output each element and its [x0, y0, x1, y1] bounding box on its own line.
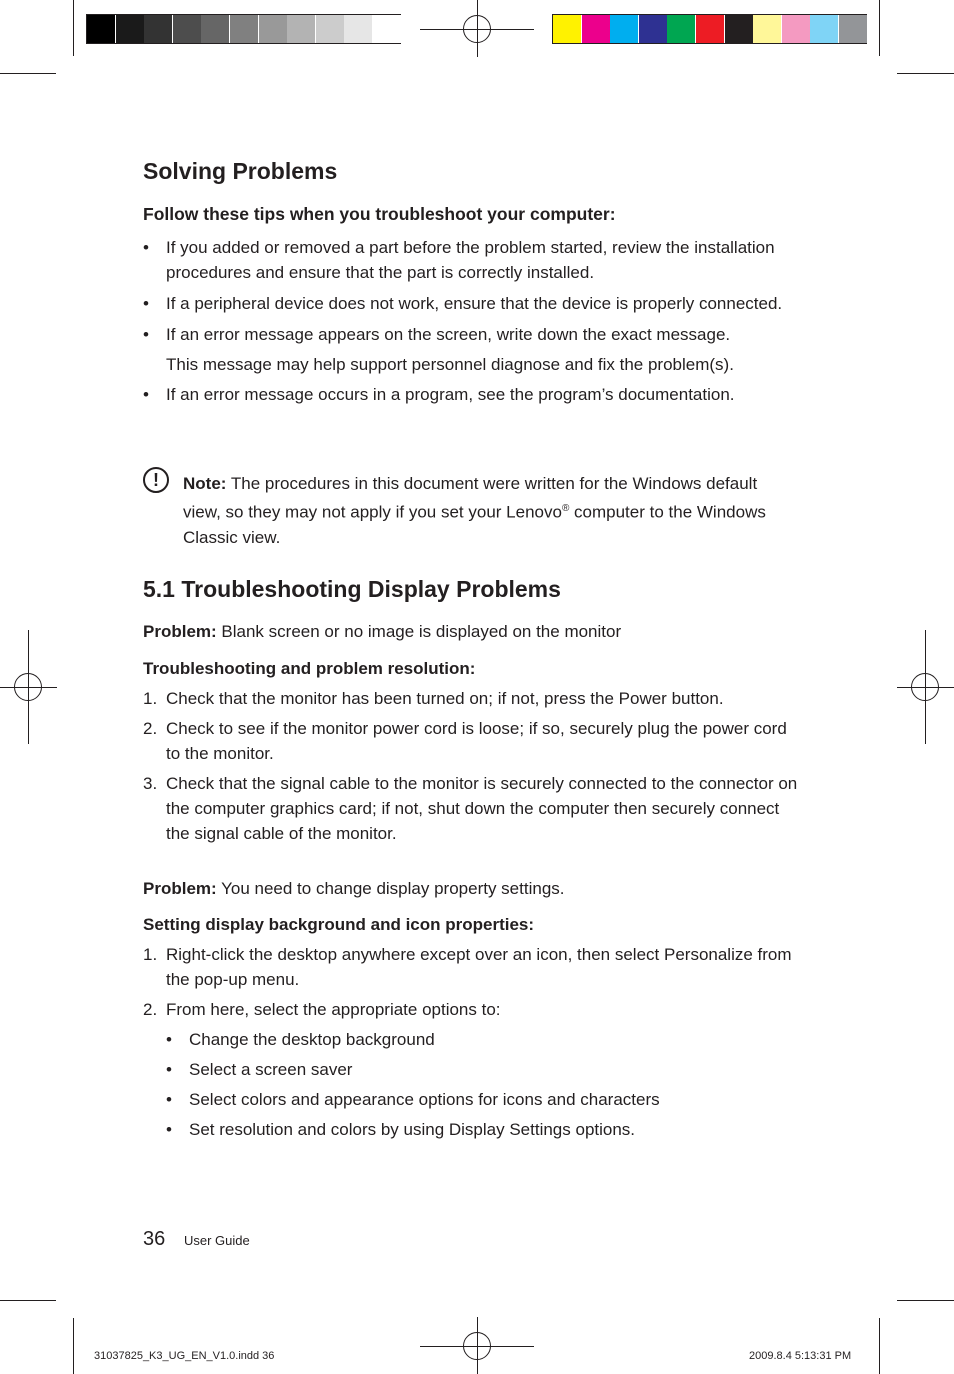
- list-item: • Select a screen saver: [166, 1060, 353, 1079]
- tips-heading: Follow these tips when you troubleshoot your computer:: [143, 204, 616, 224]
- color-swatch: [144, 15, 172, 43]
- color-swatch: [116, 15, 144, 43]
- list-item: 1. Check that the monitor has been turned on; if not, press the Power button.: [143, 689, 724, 708]
- list-item: 3. Check that the signal cable to the monitor is securely connected to the connector on the computer graphics card; if not, shut down the computer then securely connect the signal cable of the monitor.: [143, 774, 798, 843]
- problem-1: Problem: Blank screen or no image is displayed on the monitor: [143, 622, 622, 641]
- section-title: 5.1 Troubleshooting Display Problems: [143, 576, 561, 602]
- list-item: • If you added or removed a part before the problem started, review the installation procedures and ensure that the part is correctly installed.: [143, 238, 775, 282]
- slug-date: 2009.8.4 5:13:31 PM: [749, 1350, 852, 1362]
- page-number: 36: [143, 1228, 166, 1250]
- resolution-heading-2: Setting display background and icon properties:: [143, 915, 535, 934]
- color-swatch: [610, 15, 638, 43]
- color-swatch: [725, 15, 753, 43]
- color-swatch: [667, 15, 695, 43]
- list-item: • If a peripheral device does not work, ensure that the device is properly connected.: [143, 294, 783, 313]
- color-swatch: [753, 15, 781, 43]
- color-swatch: [230, 15, 258, 43]
- exclamation-icon: !: [143, 467, 169, 493]
- resolution-steps-1: [143, 686, 803, 851]
- page-title: Solving Problems: [143, 158, 338, 184]
- color-swatch: [639, 15, 667, 43]
- color-swatch: [173, 15, 201, 43]
- note-label: Note:: [183, 474, 227, 493]
- list-item: • If an error message appears on the screen, write down the exact message.: [143, 325, 731, 344]
- note-text: Note: The procedures in this document were written for the Windows default view, so they may not apply if you set your Lenovo® computer to the Windows Classic view.: [183, 474, 766, 547]
- color-swatch: [316, 15, 344, 43]
- problem-2: Problem: You need to change display property settings.: [143, 879, 565, 898]
- color-swatch: [287, 15, 315, 43]
- color-swatch: [839, 15, 867, 43]
- options-list: [166, 1027, 803, 1142]
- color-swatch: [87, 15, 115, 43]
- color-swatch: [259, 15, 287, 43]
- color-swatch: [782, 15, 810, 43]
- color-swatch: [810, 15, 838, 43]
- color-swatch: [696, 15, 724, 43]
- list-item: • If an error message occurs in a program, see the program’s documentation.: [143, 385, 735, 404]
- tips-list: [143, 235, 803, 407]
- color-swatch: [553, 15, 581, 43]
- resolution-steps-2: [143, 942, 803, 1147]
- registered-mark: ®: [561, 503, 570, 514]
- list-item: 2. Check to see if the monitor power cord is loose; if so, securely plug the power cord to the monitor.: [143, 719, 787, 763]
- list-item: • Select colors and appearance options for icons and characters: [166, 1090, 660, 1109]
- color-swatch: [373, 15, 401, 43]
- list-item: • Change the desktop background: [166, 1030, 435, 1049]
- list-item: • Set resolution and colors by using Display Settings options.: [166, 1120, 636, 1139]
- footer-label: User Guide: [184, 1233, 250, 1248]
- list-item: 1. Right-click the desktop anywhere except over an icon, then select Personalize from the pop-up menu.: [143, 945, 792, 989]
- slug-file: 31037825_K3_UG_EN_V1.0.indd 36: [94, 1350, 275, 1362]
- list-item: 2. From here, select the appropriate options to: • Change the desktop background • Select a screen saver • Select colors and appearance options for icons and characters • Set resolution and colors by using Display Settings options.: [143, 997, 803, 1142]
- color-swatch: [201, 15, 229, 43]
- color-swatch: [344, 15, 372, 43]
- color-swatch: [582, 15, 610, 43]
- resolution-heading-1: Troubleshooting and problem resolution:: [143, 659, 476, 678]
- list-item-followup: This message may help support personnel diagnose and fix the problem(s).: [166, 355, 734, 374]
